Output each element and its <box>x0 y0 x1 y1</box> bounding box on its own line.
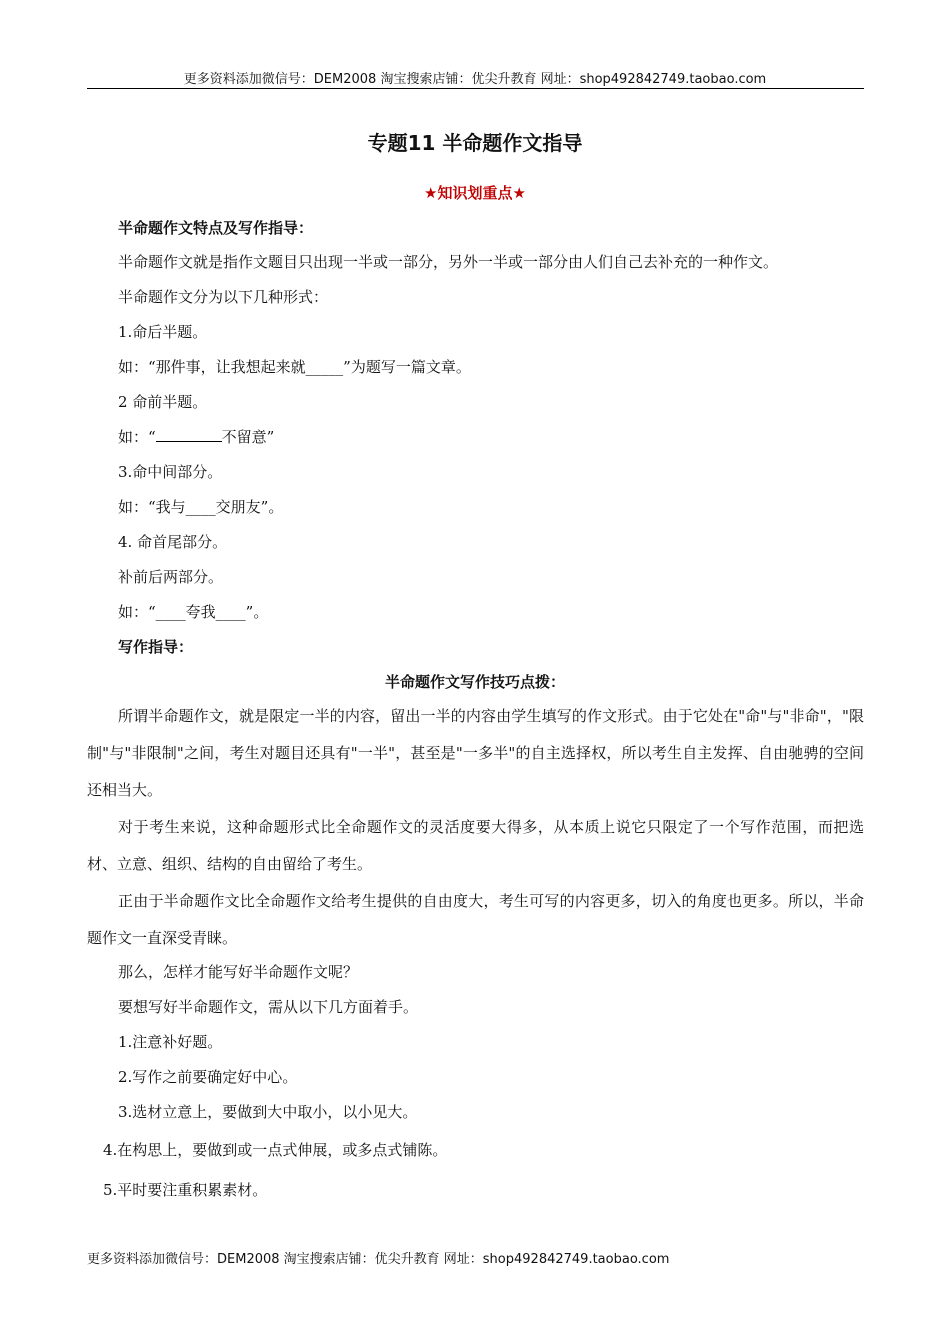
form-item-4: 4. 命首尾部分。 <box>118 533 228 551</box>
tip-item-1: 1.注意补好题。 <box>118 1033 223 1051</box>
paragraph-3: 正由于半命题作文比全命题作文给考生提供的自由度大，考生可写的内容更多，切入的角度也更多。所以，半命题作文一直深受青睐。 <box>87 892 864 947</box>
form-item-2: 2 命前半题。 <box>118 393 208 411</box>
form-item-4-sub: 补前后两部分。 <box>118 568 224 586</box>
page-title: 专题11 半命题作文指导 <box>367 131 583 155</box>
form-item-2-example-prefix: 如：“ <box>118 428 156 446</box>
page-footer: 更多资料添加微信号：DEM2008 淘宝搜索店铺：优尖升教育 网址：shop492842749.taobao.com <box>87 1252 670 1267</box>
tips-heading: 半命题作文写作技巧点拨： <box>384 673 565 691</box>
form-item-3: 3.命中间部分。 <box>118 463 223 481</box>
form-item-3-example: 如：“我与____交朋友”。 <box>118 498 284 516</box>
forms-intro: 半命题作文分为以下几种形式： <box>118 288 329 306</box>
paragraph-1: 所谓半命题作文，就是限定一半的内容，留出一半的内容由学生填写的作文形式。由于它处在"命"与"非命"，"限制"与"非限制"之间，考生对题目还具有"一半"，甚至是"一多半"的自主选择权，所以考生自主发挥、自由驰骋的空间还相当大。 <box>87 707 864 799</box>
paragraph-2: 对于考生来说，这种命题形式比全命题作文的灵活度要大得多，从本质上说它只限定了一个写作范围，而把选材、立意、组织、结构的自由留给了考生。 <box>87 818 864 873</box>
tip-item-5: 5.平时要注重积累素材。 <box>103 1181 268 1199</box>
form-item-2-example <box>118 427 274 447</box>
form-item-1-example: 如：“那件事，让我想起来就_____”为题写一篇文章。 <box>118 358 471 376</box>
form-item-2-example-suffix: 不留意” <box>221 428 275 446</box>
form-item-1: 1.命后半题。 <box>118 323 208 341</box>
tip-item-2: 2.写作之前要确定好中心。 <box>118 1068 298 1086</box>
header-divider <box>87 88 864 89</box>
section-subtitle: ★知识划重点★ <box>424 184 526 202</box>
section-heading-guidance: 写作指导： <box>118 638 194 656</box>
page-header: 更多资料添加微信号：DEM2008 淘宝搜索店铺：优尖升教育 网址：shop492842749.taobao.com <box>183 72 767 87</box>
question-text: 那么，怎样才能写好半命题作文呢？ <box>118 963 359 981</box>
form-item-4-example: 如：“____夸我____”。 <box>118 603 269 621</box>
section-heading-features: 半命题作文特点及写作指导： <box>118 219 314 237</box>
tip-item-4: 4.在构思上，要做到或一点式伸展，或多点式铺陈。 <box>103 1141 448 1159</box>
tip-item-3: 3.选材立意上，要做到大中取小，以小见大。 <box>118 1103 418 1121</box>
blank-underline <box>156 427 222 442</box>
tips-intro: 要想写好半命题作文，需从以下几方面着手。 <box>118 998 419 1016</box>
definition-text: 半命题作文就是指作文题目只出现一半或一部分，另外一半或一部分由人们自己去补充的一种作文。 <box>118 253 779 271</box>
